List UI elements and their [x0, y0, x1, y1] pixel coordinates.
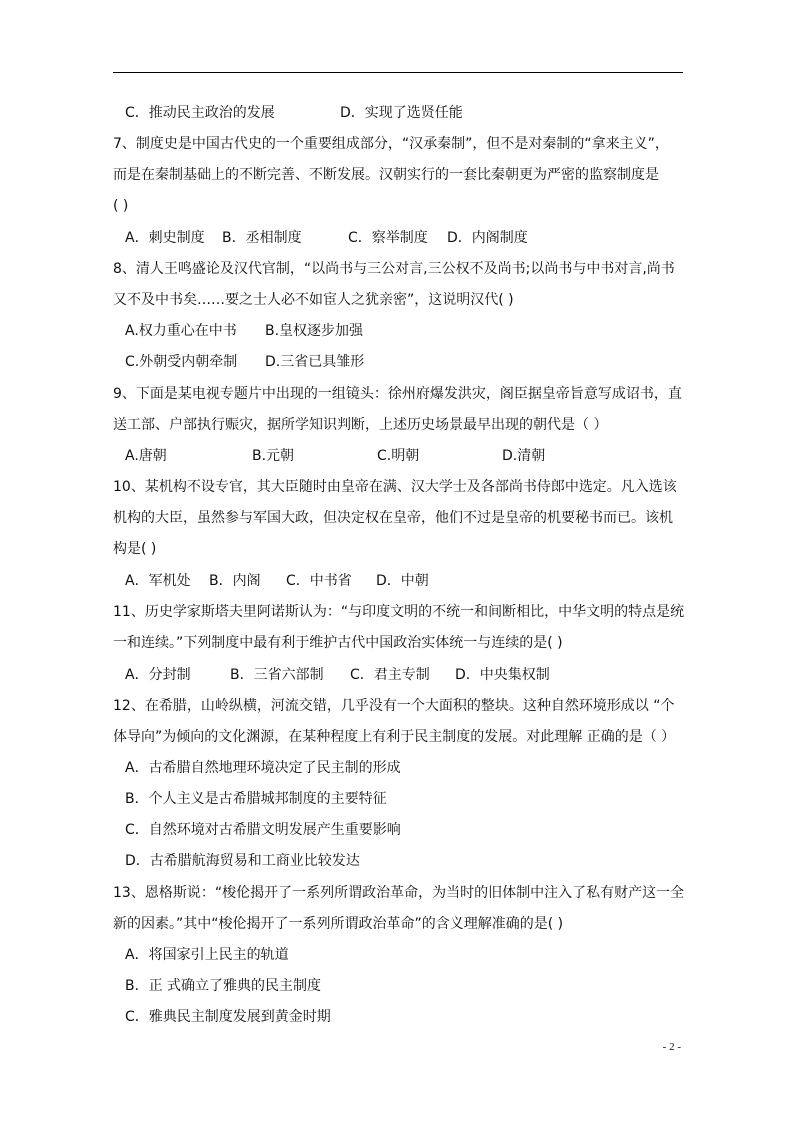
q8-stem-line-2: 又不及中书矣……要之士人必不如宦人之犹亲密”，这说明汉代( ): [113, 292, 514, 308]
q11-option-a: A．分封制: [125, 667, 191, 683]
q6-option-c: C．推动民主政治的发展: [125, 105, 275, 121]
page-number: - 2 -: [662, 1041, 681, 1053]
q11-option-d: D．中央集权制: [455, 667, 550, 683]
q13-stem-line-2: 新的因素。”其中“梭伦揭开了一系列所谓政治革命”的含义理解准确的是( ): [113, 916, 564, 932]
q13-option-b: B．正 式确立了雅典的民主制度: [125, 978, 322, 994]
q10-stem-line-1: 10、某机构不设专官，其大臣随时由皇帝在满、汉大学士及各部尚书侍郎中选定。凡入选该: [113, 479, 677, 495]
q9-option-c: C.明朝: [377, 448, 420, 464]
q7-option-a: A．刺史制度: [125, 230, 205, 246]
q8-option-b: B.皇权逐步加强: [265, 323, 364, 339]
q7-stem-line-2: 而是在秦制基础上的不断完善、不断发展。汉朝实行的一套比秦朝更为严密的监察制度是: [113, 167, 659, 183]
q9-option-d: D.清朝: [502, 448, 546, 464]
q8-option-d: D.三省已具雏形: [265, 354, 365, 370]
q11-stem-line-1: 11、历史学家斯塔夫里阿诺斯认为：“与印度文明的不统一和间断相比，中华文明的特点是统: [113, 604, 685, 620]
q12-option-d: D．古希腊航海贸易和工商业比较发达: [125, 853, 360, 869]
q7-option-c: C．察举制度: [348, 230, 428, 246]
q7-option-b: B．丞相制度: [222, 230, 302, 246]
q7-option-d: D．内阁制度: [447, 230, 528, 246]
q12-stem-line-1: 12、在希腊，山岭纵横，河流交错，几乎没有一个大面积的整块。这种自然环境形成以 “个: [113, 698, 675, 714]
q10-option-c: C．中书省: [286, 573, 352, 589]
q7-stem-line-1: 7、制度史是中国古代史的一个重要组成部分，“汉承秦制”，但不是对秦制的“拿来主义”，: [113, 136, 669, 152]
q12-option-c: C．自然环境对古希腊文明发展产生重要影响: [125, 822, 401, 838]
q7-answer-blank: ( ): [113, 198, 129, 214]
header-rule: [113, 72, 683, 73]
q10-stem-line-2: 机构的大臣，虽然参与军国大政，但决定权在皇帝，他们不过是皇帝的机要秘书而已。该机: [113, 510, 673, 526]
q11-option-c: C．君主专制: [350, 667, 430, 683]
q9-option-b: B.元朝: [252, 448, 295, 464]
q9-stem-line-1: 9、下面是某电视专题片中出现的一组镜头：徐州府爆发洪灾，阁臣据皇帝旨意写成诏书，直: [113, 386, 682, 402]
q6-option-d: D．实现了选贤任能: [340, 105, 463, 121]
q13-option-a: A．将国家引上民主的轨道: [125, 947, 289, 963]
q9-stem-line-2: 送工部、户部执行赈灾，据所学知识判断，上述历史场景最早出现的朝代是（ ）: [113, 417, 608, 433]
q12-option-a: A．古希腊自然地理环境决定了民主制的形成: [125, 760, 401, 776]
q10-option-d: D．中朝: [376, 573, 429, 589]
q8-option-c: C.外朝受内朝牵制: [125, 354, 238, 370]
q13-stem-line-1: 13、恩格斯说：“梭伦揭开了一系列所谓政治革命，为当时的旧体制中注入了私有财产这一全: [113, 885, 685, 901]
q10-option-b: B．内阁: [209, 573, 261, 589]
q11-stem-line-2: 一和连续。”下列制度中最有利于维护古代中国政治实体统一与连续的是( ): [113, 635, 563, 651]
q10-stem-line-3: 构是( ): [113, 541, 157, 557]
q12-option-b: B．个人主义是古希腊城邦制度的主要特征: [125, 791, 387, 807]
q10-option-a: A．军机处: [125, 573, 191, 589]
q13-option-c: C．雅典民主制度发展到黄金时期: [125, 1009, 331, 1025]
q12-stem-line-2: 体导向”为倾向的文化渊源，在某种程度上有利于民主制度的发展。对此理解 正确的是（ ）: [113, 729, 676, 745]
q8-stem-line-1: 8、清人王鸣盛论及汉代官制，“以尚书与三公对言,三公权不及尚书;以尚书与中书对言,尚书: [113, 261, 675, 277]
q8-option-a: A.权力重心在中书: [125, 323, 237, 339]
q11-option-b: B．三省六部制: [230, 667, 324, 683]
q9-option-a: A.唐朝: [125, 448, 167, 464]
